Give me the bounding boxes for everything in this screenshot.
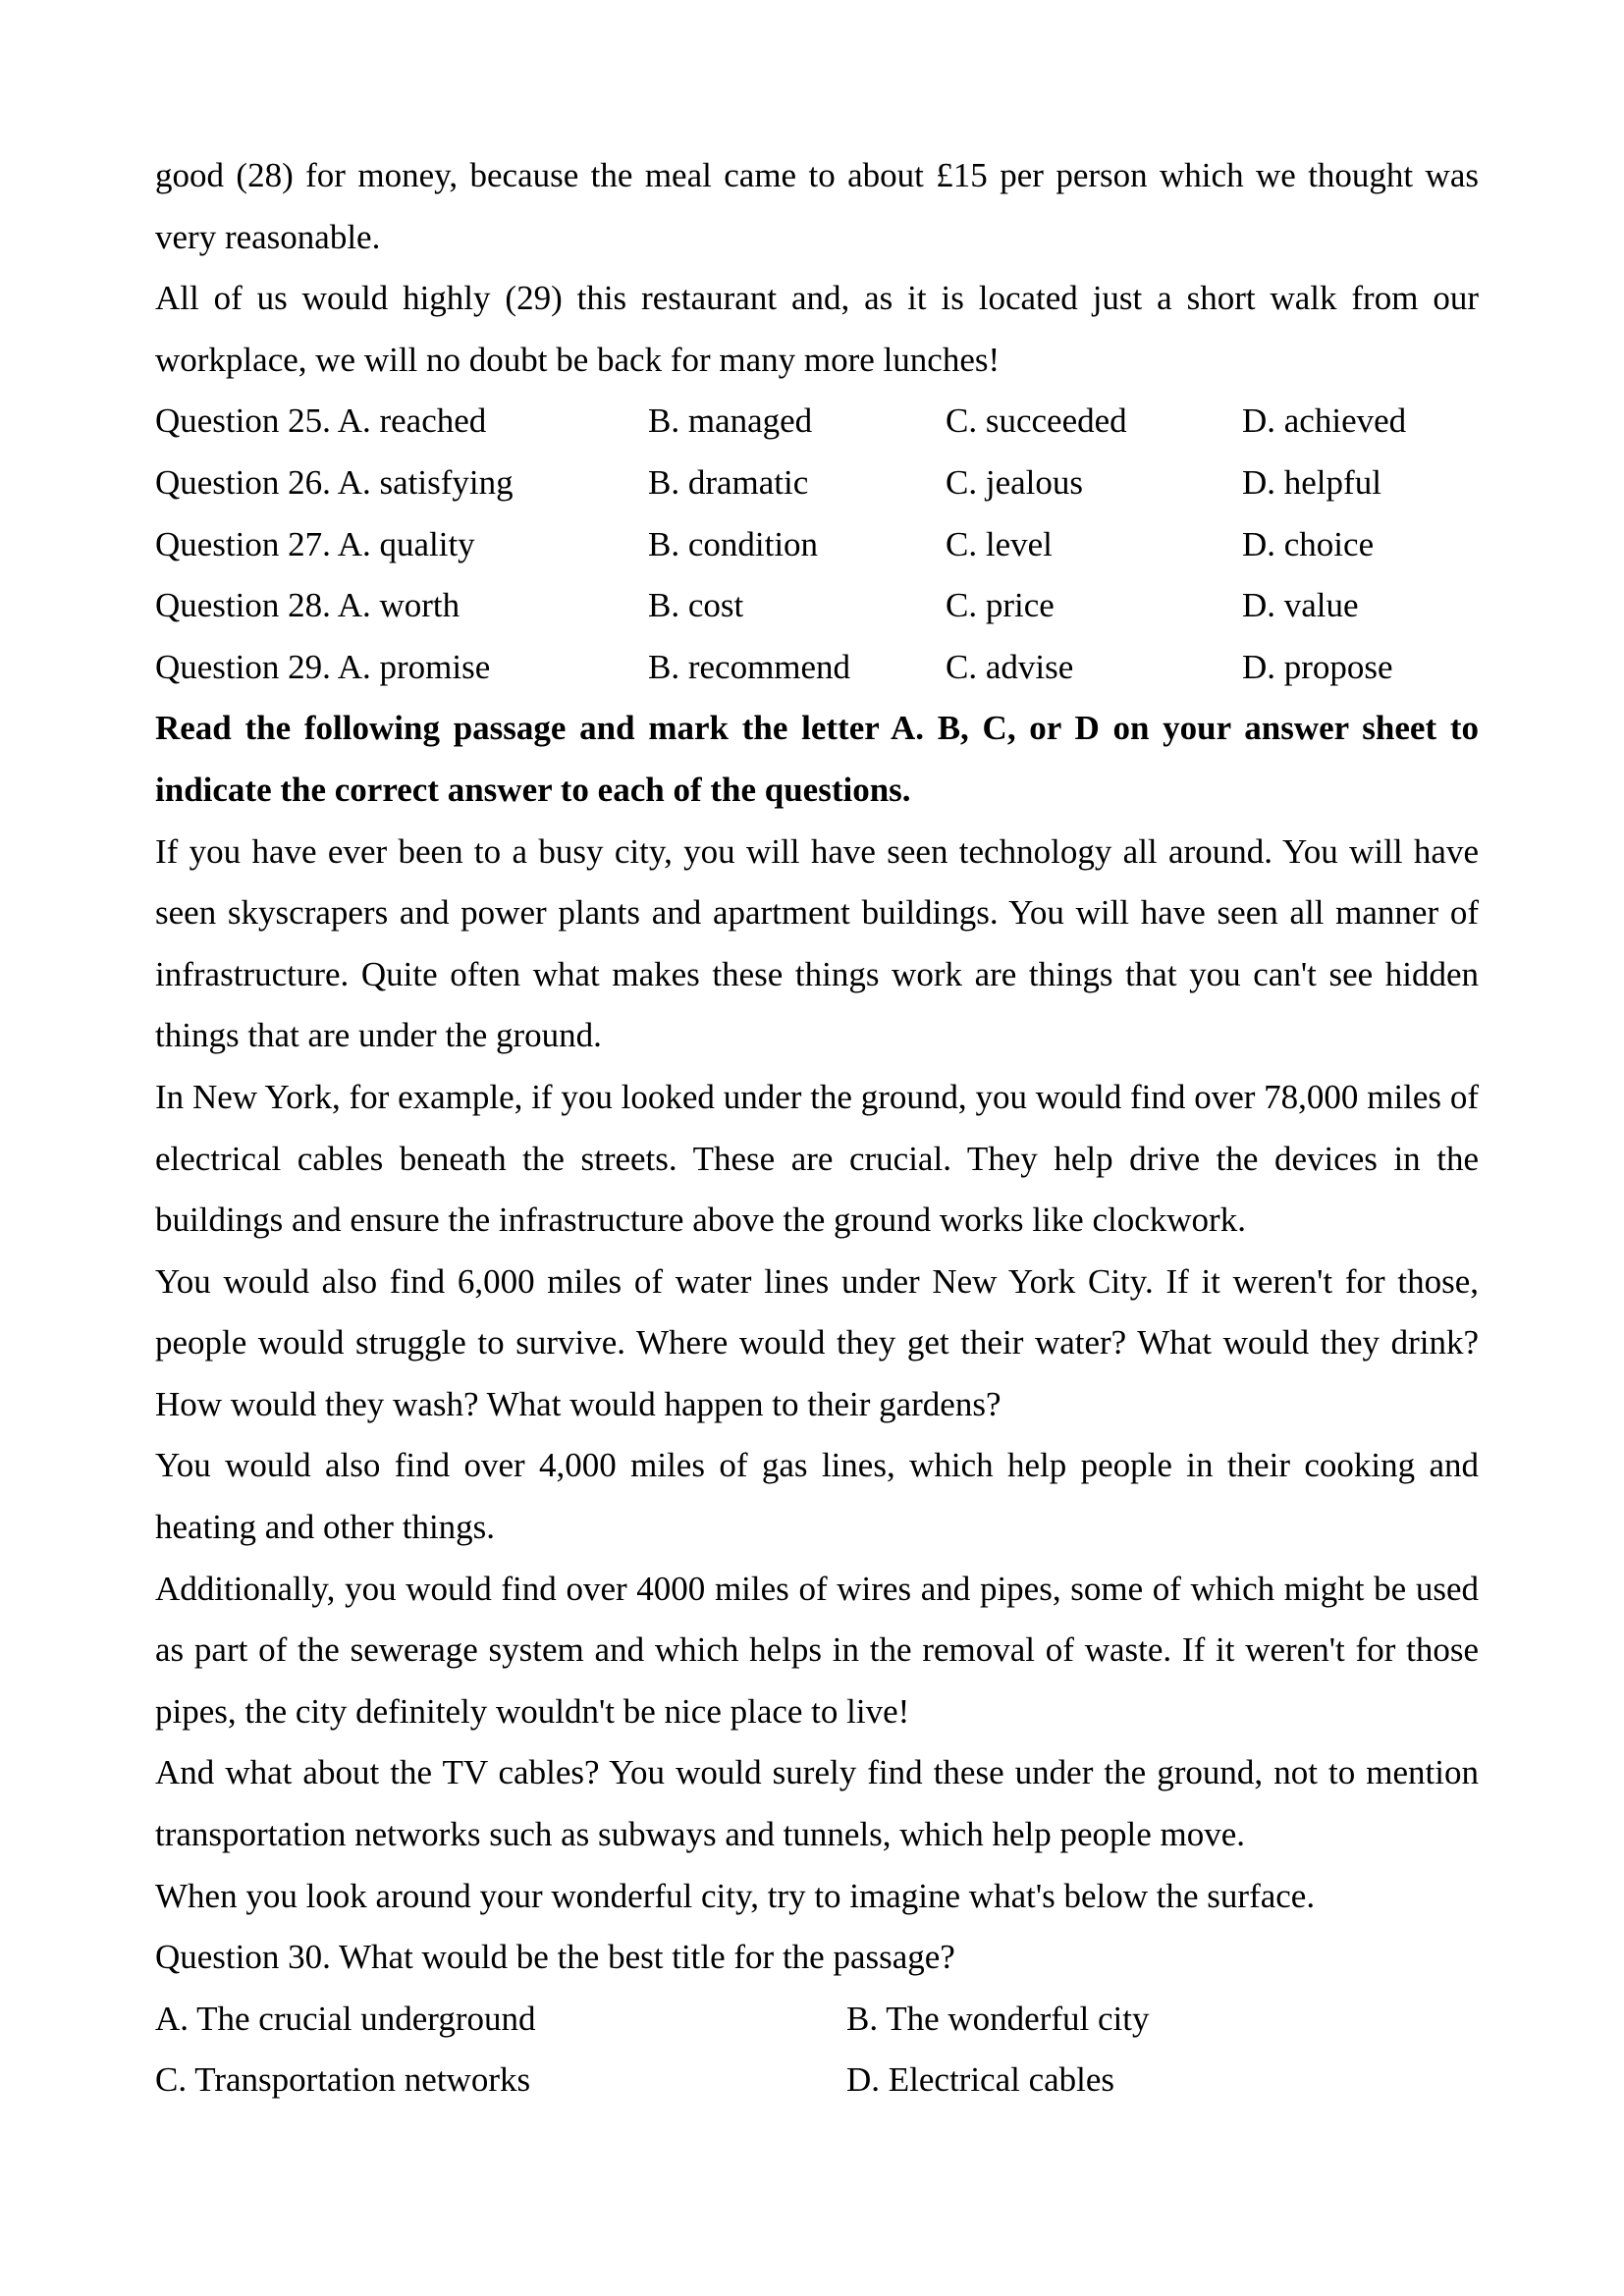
option-c: C. succeeded bbox=[946, 401, 1127, 441]
question-row bbox=[155, 391, 1479, 453]
question-stem-option-a: Question 28. A. worth bbox=[155, 586, 460, 625]
option-c: C. price bbox=[946, 586, 1055, 625]
reading-passage-paragraph: When you look around your wonderful city, try to imagine what's below the surface. bbox=[155, 1876, 1316, 1915]
question-row bbox=[155, 514, 1479, 576]
option-d: D. Electrical cables bbox=[846, 2060, 1115, 2100]
reading-passage-paragraph: You would also find 6,000 miles of water lines under New York City. If it weren't for those, people would struggle to survive. Where would they get their water? What would they drink? How would they wash? What would happen to their gardens? bbox=[155, 1261, 1479, 1423]
option-d: D. helpful bbox=[1242, 462, 1381, 502]
question-row bbox=[155, 453, 1479, 514]
option-b: B. managed bbox=[648, 401, 813, 441]
option-c: C. level bbox=[946, 524, 1053, 563]
question-row bbox=[155, 637, 1479, 699]
option-a: A. The crucial underground bbox=[155, 1999, 536, 2038]
question-stem-option-a: Question 25. A. reached bbox=[155, 401, 487, 441]
reading-passage-paragraph: In New York, for example, if you looked under the ground, you would find over 78,000 miles of electrical cables beneath the streets. These are crucial. They help drive the devices in the buildings and ensure the infrastructure above the ground works like clockwork. bbox=[155, 1077, 1479, 1240]
cloze-passage-paragraph: good (28) for money, because the meal came to about £15 per person which we thought was very reasonable. bbox=[155, 156, 1479, 256]
reading-passage-paragraph: You would also find over 4,000 miles of gas lines, which help people in their cooking and heating and other things. bbox=[155, 1446, 1479, 1547]
question-30-stem: Question 30. What would be the best title for the passage? bbox=[155, 1938, 955, 1977]
document-body bbox=[155, 145, 1479, 2111]
option-c: C. jealous bbox=[946, 462, 1083, 502]
section-instruction: Read the following passage and mark the letter A. B, C, or D on your answer sheet to indicate the correct answer to each of the questions. bbox=[155, 709, 1479, 809]
option-b: B. dramatic bbox=[648, 462, 809, 502]
question-row bbox=[155, 575, 1479, 637]
option-b: B. cost bbox=[648, 586, 744, 625]
answer-options-row bbox=[155, 1989, 1479, 2051]
reading-passage-paragraph: Additionally, you would find over 4000 miles of wires and pipes, some of which might be used as part of the sewerage system and which helps in the removal of waste. If it weren't for those pipes, the city definitely wouldn't be nice place to live! bbox=[155, 1569, 1479, 1731]
reading-passage-paragraph: If you have ever been to a busy city, you will have seen technology all around. You will have seen skyscrapers and power plants and apartment buildings. You will have seen all manner of infrastructure. Quite often what makes these things work are things that you can't see hidden things that are under the ground. bbox=[155, 831, 1479, 1055]
question-stem-option-a: Question 29. A. promise bbox=[155, 647, 491, 686]
option-d: D. value bbox=[1242, 586, 1359, 625]
option-c: C. Transportation networks bbox=[155, 2060, 531, 2100]
cloze-passage-paragraph: All of us would highly (29) this restaurant and, as it is located just a short walk from our workplace, we will no doubt be back for many more lunches! bbox=[155, 279, 1479, 379]
question-stem-option-a: Question 26. A. satisfying bbox=[155, 462, 514, 502]
option-b: B. condition bbox=[648, 524, 819, 563]
option-c: C. advise bbox=[946, 647, 1074, 686]
option-d: D. choice bbox=[1242, 524, 1375, 563]
question-stem-option-a: Question 27. A. quality bbox=[155, 524, 475, 563]
answer-options-row bbox=[155, 2050, 1479, 2111]
option-d: D. propose bbox=[1242, 647, 1393, 686]
reading-passage-paragraph: And what about the TV cables? You would surely find these under the ground, not to mention transportation networks such as subways and tunnels, which help people move. bbox=[155, 1753, 1479, 1854]
option-b: B. recommend bbox=[648, 647, 851, 686]
option-b: B. The wonderful city bbox=[846, 1999, 1150, 2038]
option-d: D. achieved bbox=[1242, 401, 1407, 441]
